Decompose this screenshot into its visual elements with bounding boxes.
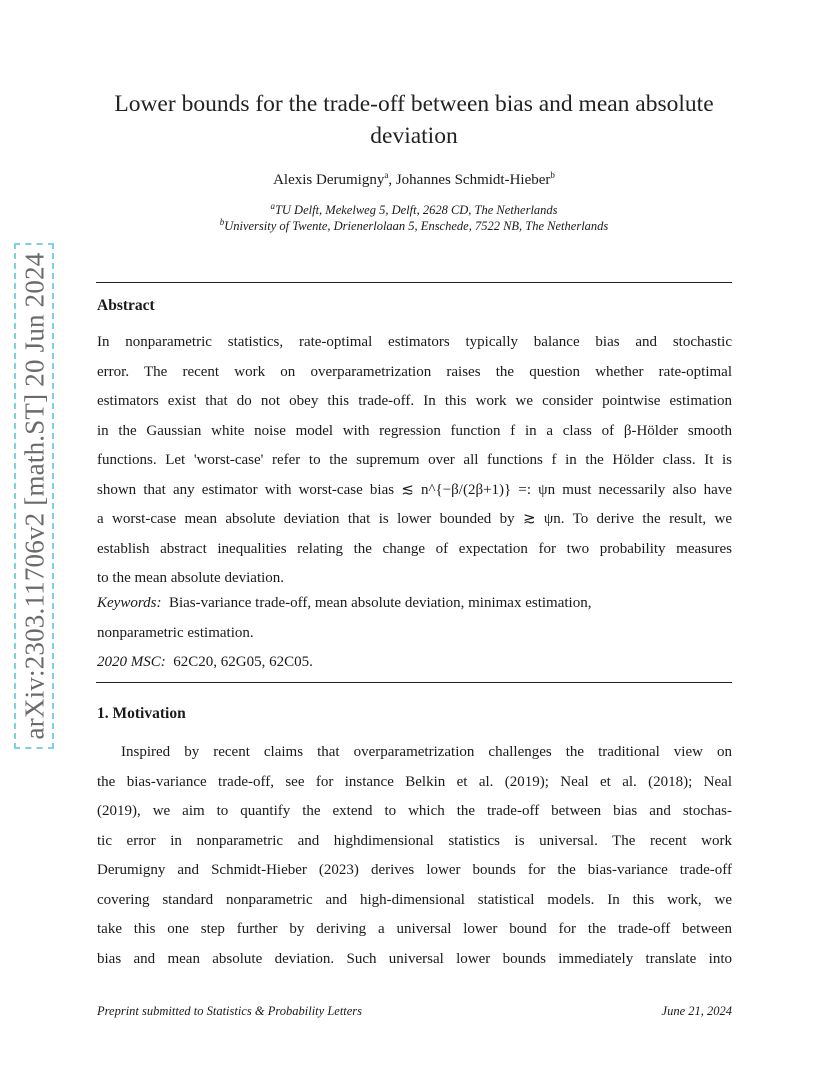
author-name: Alexis Derumigny [273, 172, 385, 188]
paper-title: Lower bounds for the trade-off between bias and mean absolute deviation [114, 91, 714, 149]
author-list: Alexis Derumigny$^a$, Johannes Schmidt-Hieber$^b$ [273, 170, 555, 188]
author-mark: b [550, 170, 555, 180]
abstract-line: In nonparametric statistics, rate-optimal estimators typically balance bias and stochastic [97, 334, 732, 350]
msc-value: 62C20, 62G05, 62C05. [173, 654, 313, 670]
body-line: take this one step further by deriving a universal lower bound for the trade-off between [97, 921, 732, 937]
bottom-rule [96, 682, 732, 683]
body-line: Derumigny and Schmidt-Hieber (2023) derives lower bounds for the bias-variance trade-off [97, 862, 732, 878]
abstract-line: establish abstract inequalities relating the change of expectation for two probability measures [97, 540, 732, 557]
abstract-line: error. The recent work on overparametrization raises the question whether rate-optimal [97, 363, 732, 380]
author-name: Johannes Schmidt-Hieber [395, 172, 551, 188]
msc-label: 2020 MSC: [97, 654, 166, 670]
arxiv-identifier: arXiv:2303.11706v2 [math.ST] 20 Jun 2024 [19, 252, 50, 740]
body-line: the bias-variance trade-off, see for instance Belkin et al. (2019); Neal et al. (2018); Neal [97, 773, 732, 790]
abstract-line: shown that any estimator with worst-case bias ≲ n^{−β/(2β+1)} =: ψn must necessarily also have [97, 481, 732, 498]
abstract-line: estimators exist that do not obey this trade-off. In this work we consider pointwise estimation [97, 393, 732, 409]
keywords-line: nonparametric estimation. [97, 624, 254, 641]
abstract-body [97, 328, 732, 594]
abstract-line: functions. Let 'worst-case' refer to the supremum over all functions f in the Hölder class. It is [97, 452, 732, 468]
body-line: bias and mean absolute deviation. Such universal lower bounds immediately translate into [97, 950, 732, 967]
body-line: (2019), we aim to quantify the extend to which the trade-off between bias and stochas- [97, 803, 732, 819]
footer-preprint-note: Preprint submitted to Statistics & Probability Letters [97, 1004, 363, 1018]
abstract-heading: Abstract [97, 297, 155, 314]
affiliation-text: TU Delft, Mekelweg 5, Delft, 2628 CD, The Netherlands [274, 203, 558, 217]
abstract-line: in the Gaussian white noise model with regression function f in a class of β-Hölder smooth [97, 422, 732, 439]
author-mark: a [384, 170, 389, 180]
abstract-line: a worst-case mean absolute deviation that is lower bounded by ≳ ψn. To derive the result, we [97, 511, 732, 527]
section-body [97, 738, 732, 974]
affiliation-mark: b [219, 216, 225, 227]
abstract-line: to the mean absolute deviation. [97, 570, 285, 586]
body-line: covering standard nonparametric and high-dimensional statistical models. In this work, we [97, 891, 732, 908]
affiliation [90, 200, 738, 218]
affiliation [90, 216, 738, 234]
msc-classification [97, 648, 732, 678]
top-rule [96, 282, 732, 283]
affiliation-mark: a [270, 200, 275, 211]
section-heading: 1. Motivation [97, 705, 186, 722]
footer-date: June 21, 2024 [661, 1004, 732, 1018]
keywords-line: Bias-variance trade-off, mean absolute deviation, minimax estimation, [168, 595, 592, 611]
affiliation-text: University of Twente, Drienerlolaan 5, Enschede, 7522 NB, The Netherlands [224, 219, 609, 233]
body-line: Inspired by recent claims that overparametrization challenges the traditional view on [121, 744, 732, 760]
keywords-label: Keywords: [97, 595, 162, 611]
keywords [97, 589, 732, 648]
body-line: tic error in nonparametric and highdimensional statistics is universal. The recent work [97, 832, 732, 849]
